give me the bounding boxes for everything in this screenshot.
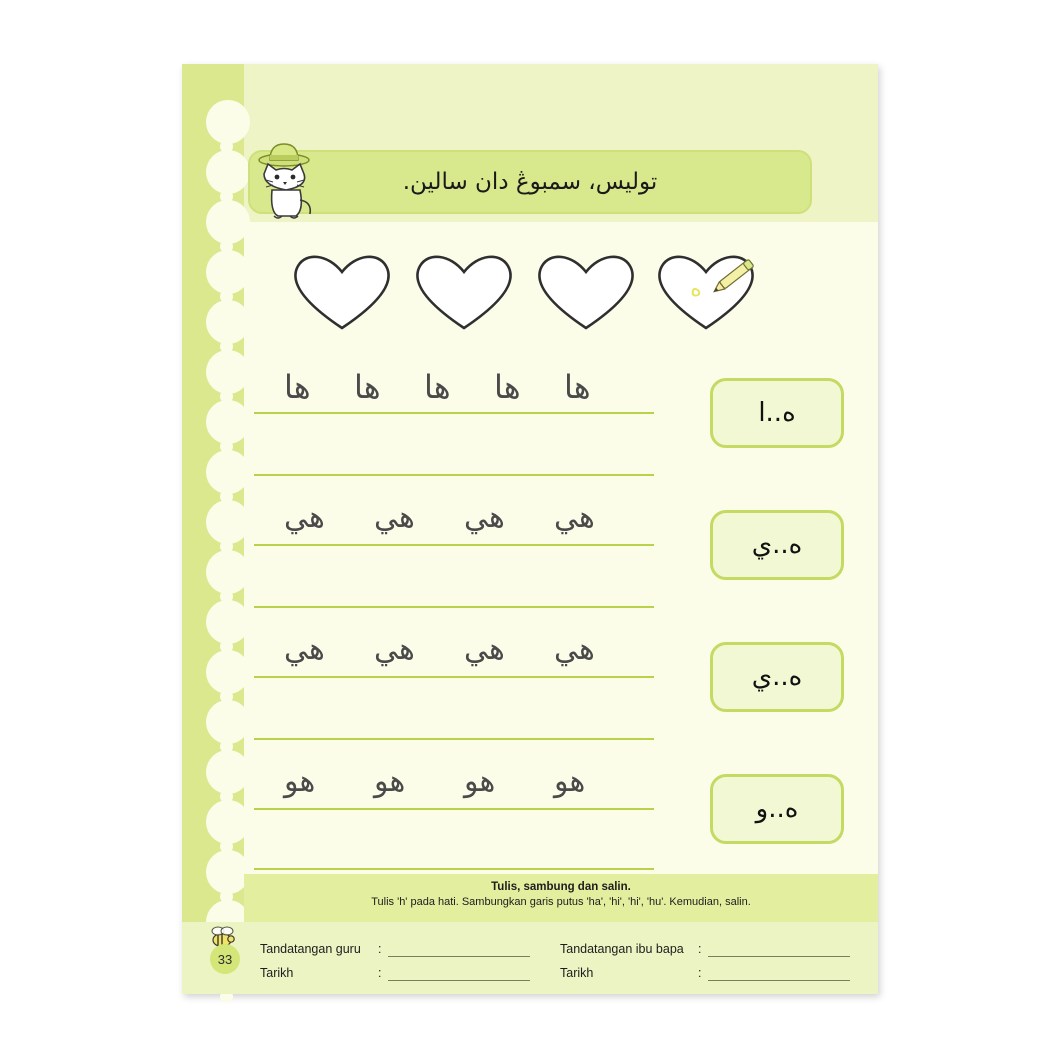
scallop-shape [206,250,250,294]
footer-instruction-band [244,874,878,922]
cat-mascot-icon [250,138,322,222]
scallop-shape [206,300,250,344]
date-line-right[interactable] [708,980,850,981]
worksheet-page [182,64,878,994]
tracing-row-1 [244,364,878,474]
scallop-shape [206,150,250,194]
scallop-shape [206,100,250,144]
teacher-signature-line[interactable] [388,956,530,957]
footer-line-1: Tulis, sambung dan salin. [491,881,631,893]
date-label-left: Tarikh [260,966,294,980]
parent-signature-label: Tandatangan ibu bapa [560,942,684,956]
instruction-bubble [248,150,812,214]
scallop-shape [206,200,250,244]
page-number: 33 [210,944,240,974]
footer-line-2: Tulis 'h' pada hati. Sambungkan garis putus 'ha', 'hi', 'hi', 'hu'. Kemudian, salin. [371,896,751,908]
tracing-row-3 [244,628,878,738]
model-word-box-4: ه..و [710,774,844,844]
tracing-glyphs-2: هي هي هي هي [284,500,595,535]
left-scallop-column [182,64,244,994]
date-colon-left: : [378,966,382,980]
model-word-box-2: ه..ي [710,510,844,580]
teacher-signature-colon: : [378,942,382,956]
model-word-box-3: ه..ي [710,642,844,712]
date-line-left[interactable] [388,980,530,981]
tracing-glyphs-3: هي هي هي هي [284,632,595,667]
svg-text:ه: ه [690,277,702,302]
heart-tracing-row [282,244,792,334]
tracing-glyphs-4: هو هو هو هو [284,764,586,799]
parent-signature-colon: : [698,942,702,956]
heart-3 [526,244,646,334]
heart-4-with-pencil [648,244,778,334]
tracing-glyphs-1: ها ها ها ها ها [284,368,591,406]
heart-2 [404,244,524,334]
model-word-box-1: ه..ا [710,378,844,448]
parent-signature-line[interactable] [708,956,850,957]
date-label-right: Tarikh [560,966,594,980]
signature-strip [182,922,878,994]
tracing-row-2 [244,496,878,606]
heart-1 [282,244,402,334]
date-colon-right: : [698,966,702,980]
teacher-signature-label: Tandatangan guru [260,942,361,956]
tracing-row-4 [244,760,878,870]
instruction-jawi-text: تولیس، سمبوڠ دان سالین. [402,169,658,195]
